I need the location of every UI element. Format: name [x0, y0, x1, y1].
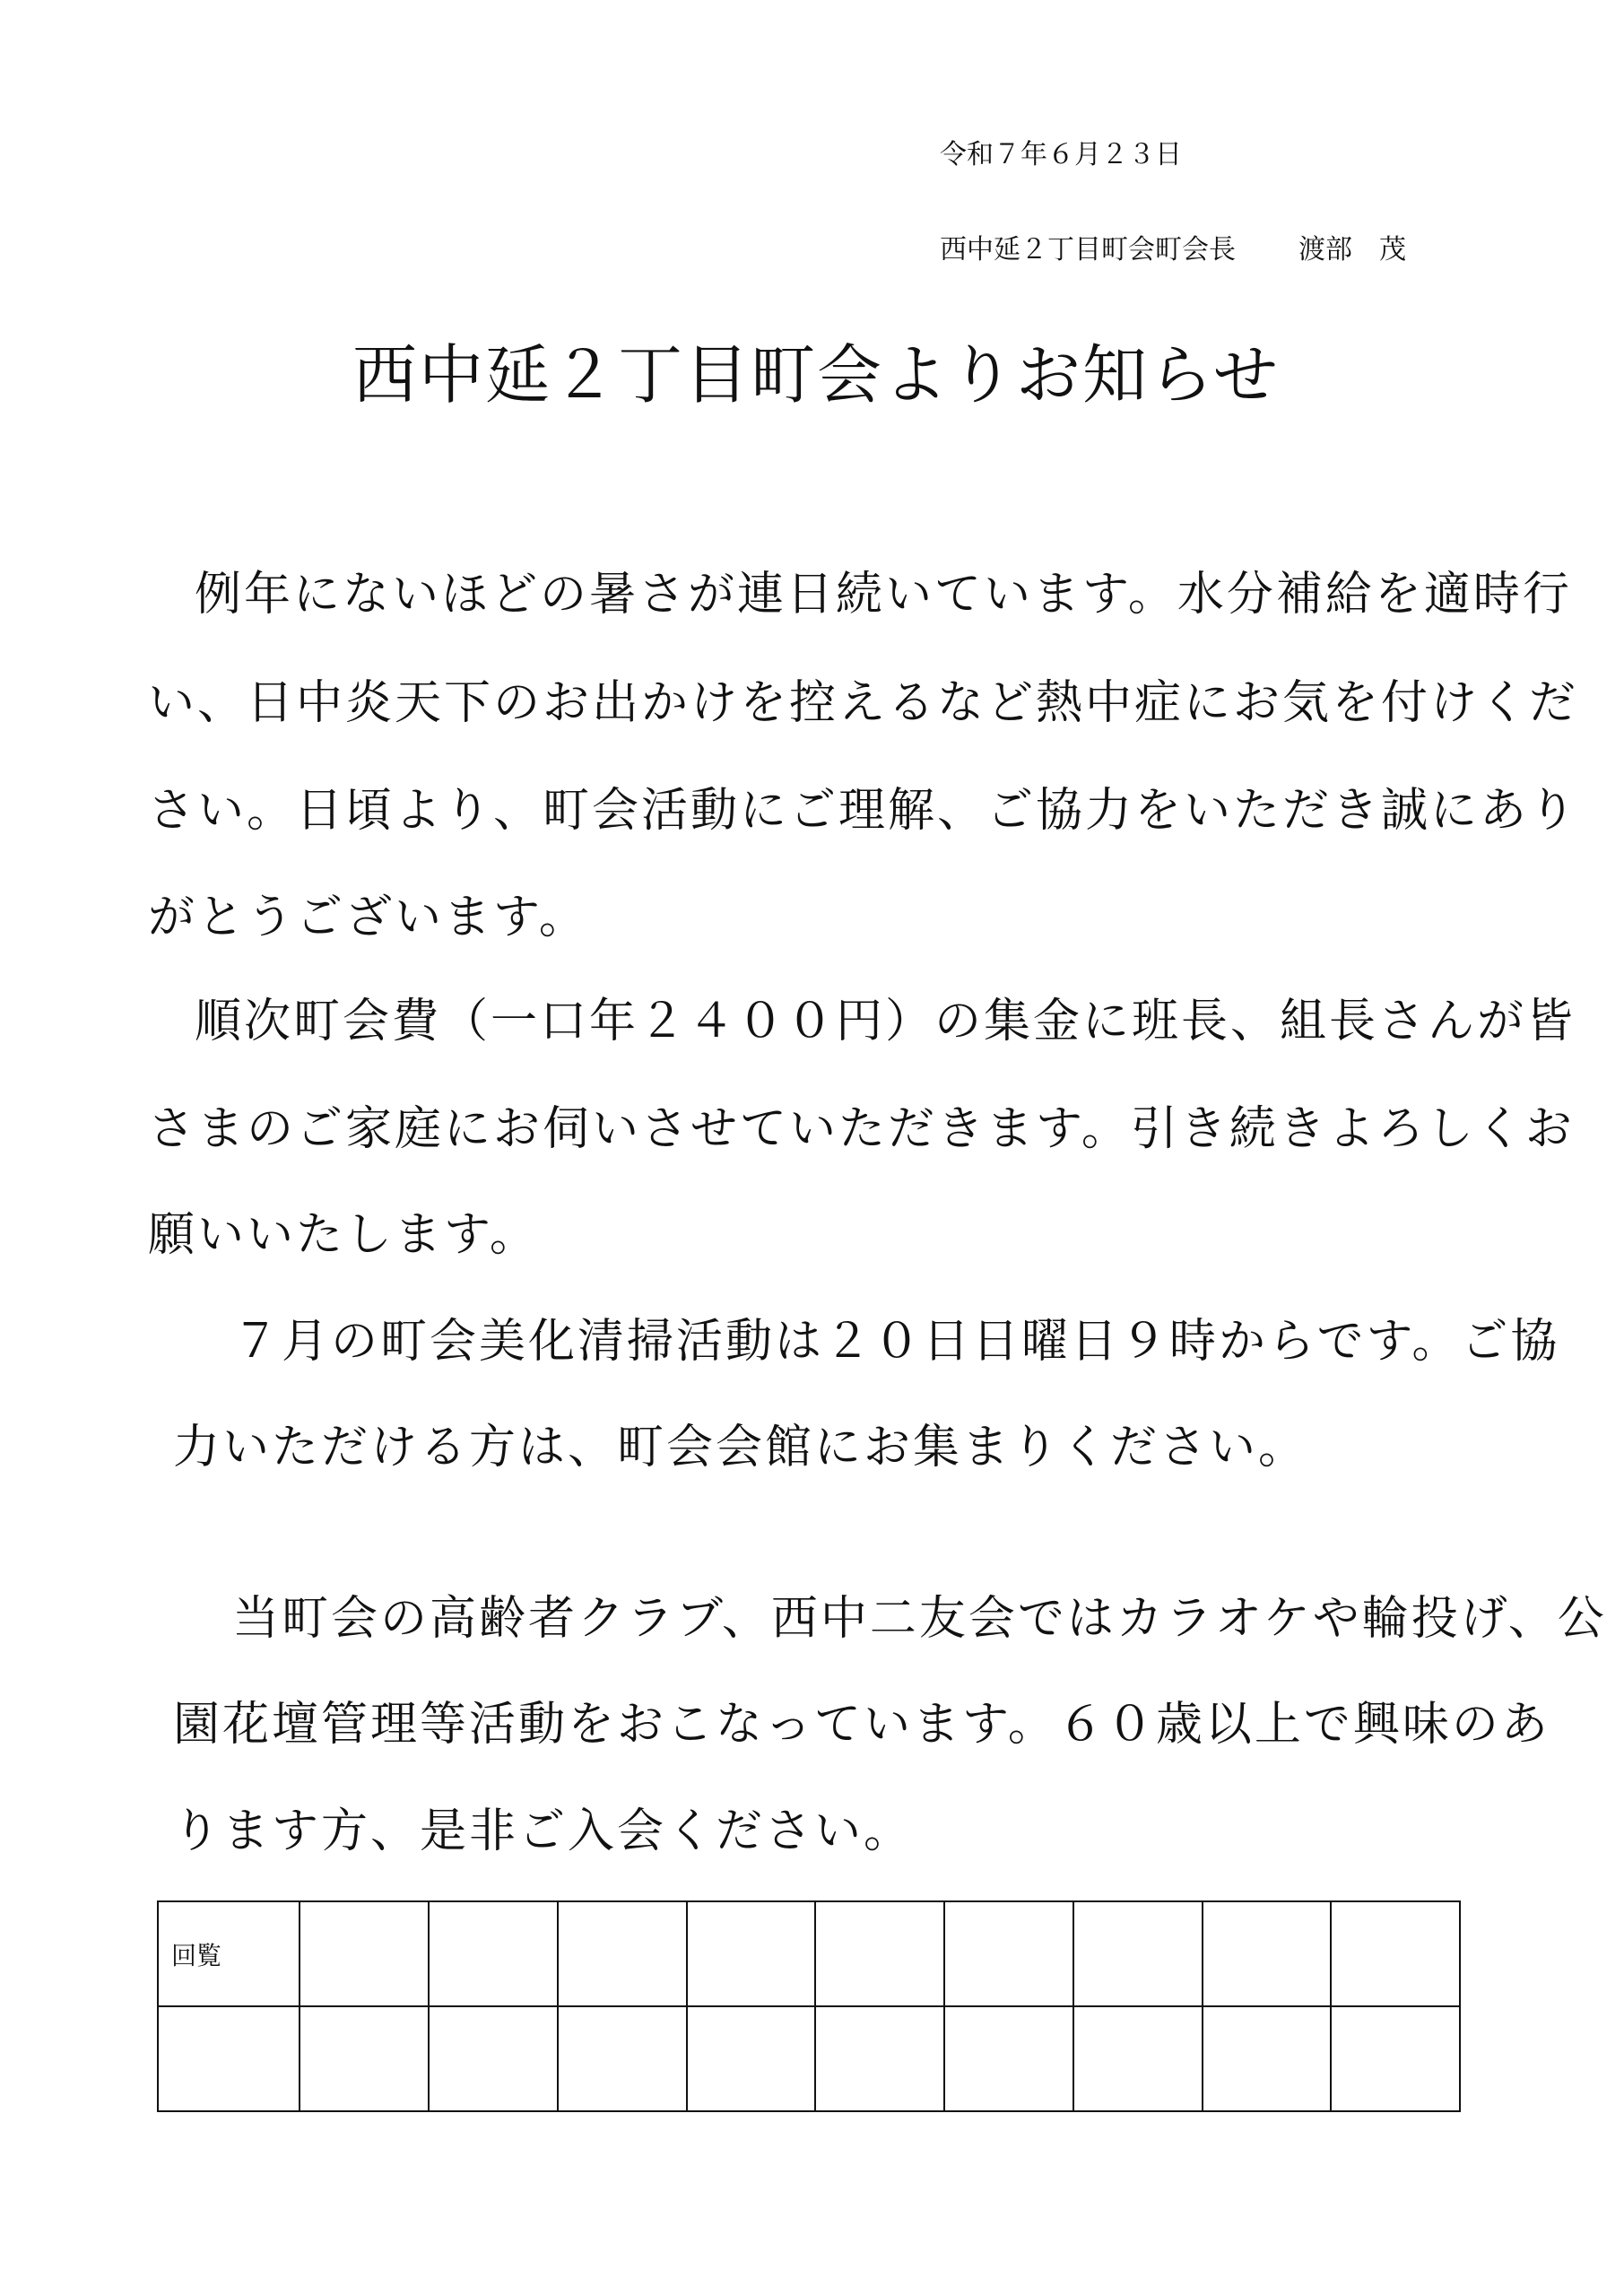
- stamp-cell: [1073, 1901, 1203, 2006]
- body-line: がとうございます。: [148, 891, 588, 944]
- stamp-cell: [687, 2006, 816, 2111]
- stamp-cell: [815, 1901, 944, 2006]
- sender-name: 渡部 茂: [1298, 234, 1406, 265]
- stamp-cell: [429, 2006, 558, 2111]
- stamp-cell: [1203, 2006, 1332, 2111]
- stamp-cell: [300, 1901, 429, 2006]
- body-line: い、日中炎天下のお出かけを控えるなど熱中症にお気を付けくだ: [148, 676, 1579, 730]
- body-line: 例年にないほどの暑さが連日続いています。水分補給を適時行: [195, 568, 1572, 622]
- sender-signature: [940, 234, 1406, 265]
- body-line: ７月の町会美化清掃活動は２０日日曜日９時からです。ご協: [232, 1315, 1560, 1369]
- stamp-cell: [815, 2006, 944, 2111]
- stamp-cell: [944, 2006, 1073, 2111]
- stamp-cell: [1331, 2006, 1460, 2111]
- stamp-cell: [558, 1901, 687, 2006]
- stamp-cell: [944, 1901, 1073, 2006]
- body-line: さまのご家庭にお伺いさせていただきます。引き続きよろしくお: [148, 1102, 1575, 1156]
- body-line: さい。日頃より、町会活動にご理解、ご協力をいただき誠にあり: [148, 784, 1579, 838]
- stamp-cell: [158, 2006, 300, 2111]
- sender-title: 西中延２丁目町会町会長: [940, 234, 1236, 265]
- body-line: 順次町会費（一口年２４００円）の集金に班長、組長さんが皆: [195, 995, 1576, 1048]
- stamp-cell: [1203, 1901, 1332, 2006]
- circulation-row: [158, 2006, 1460, 2111]
- stamp-cell: [687, 1901, 816, 2006]
- notice-date: 令和７年６月２３日: [940, 139, 1182, 170]
- circulation-table: [157, 1900, 1461, 2112]
- stamp-cell: [558, 2006, 687, 2111]
- body-line: 願いいたします。: [148, 1208, 539, 1262]
- stamp-cell: [1331, 1901, 1460, 2006]
- body-line: 園花壇管理等活動をおこなっています。６０歳以上で興味のあ: [173, 1698, 1550, 1752]
- body-line: ります方、是非ご入会ください。: [173, 1805, 914, 1858]
- circulation-row: [158, 1901, 1460, 2006]
- stamp-cell: [429, 1901, 558, 2006]
- circulation-label: 回覧: [158, 1901, 300, 2006]
- stamp-cell: [300, 2006, 429, 2111]
- notice-title: 西中延２丁目町会よりお知らせ: [352, 337, 1280, 413]
- stamp-cell: [1073, 2006, 1203, 2111]
- body-line: 当町会の高齢者クラブ、西中二友会ではカラオケや輪投げ、公: [232, 1592, 1607, 1646]
- body-line: 力いただける方は、町会会館にお集まりください。: [173, 1421, 1308, 1474]
